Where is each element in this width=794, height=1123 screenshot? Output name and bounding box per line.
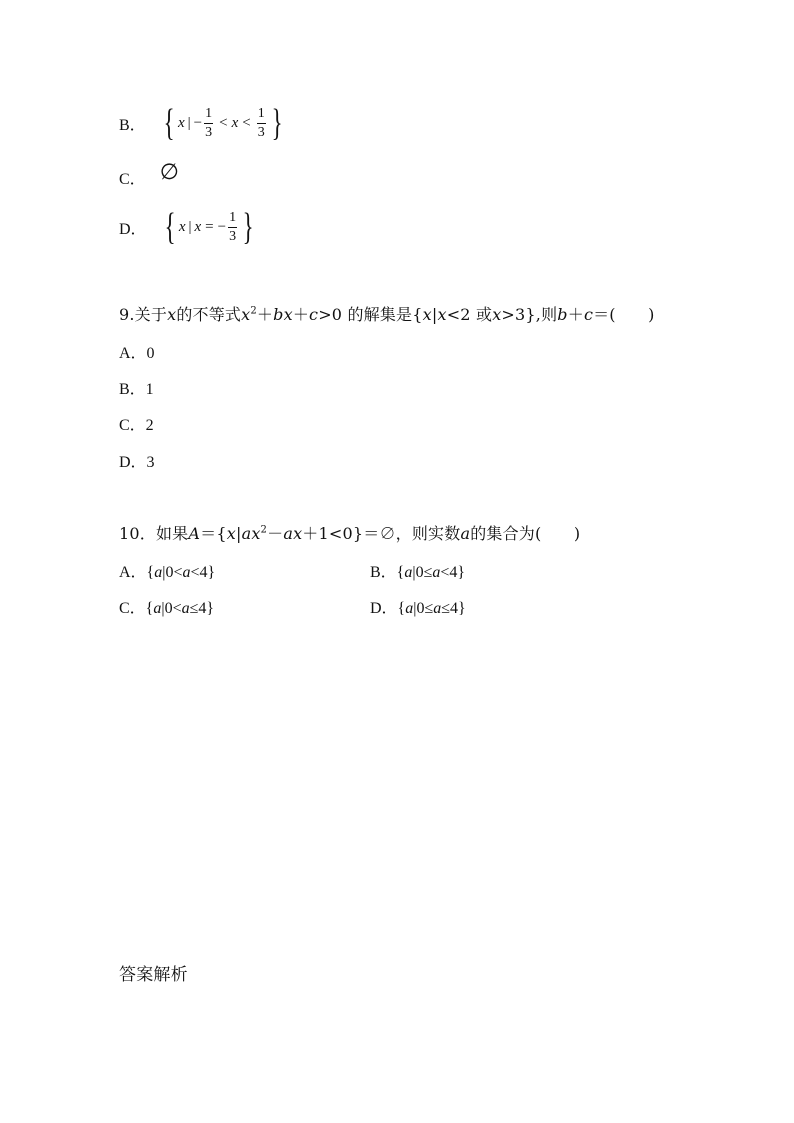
math-var: c <box>309 305 319 324</box>
right-brace: } <box>242 206 254 248</box>
q9-option-a: A．0 <box>119 345 155 362</box>
left-brace: { <box>163 102 175 144</box>
math-var: a <box>153 600 162 617</box>
math-var: x <box>492 305 502 324</box>
math-var: a <box>405 600 414 617</box>
text: A．{ <box>119 564 155 581</box>
math-eq: = <box>205 218 214 235</box>
q9-option-b: B．1 <box>119 381 154 398</box>
fraction-numerator: 1 <box>229 209 237 225</box>
text: >0 的解集是{ <box>318 305 423 324</box>
text: 关于 <box>134 305 168 324</box>
empty-set-icon: ∅ <box>159 159 179 185</box>
math-lt: < <box>242 114 251 131</box>
fraction-denominator: 3 <box>257 124 265 140</box>
text: ＋1<0}＝∅，则实数 <box>302 524 461 543</box>
question-9-text <box>119 302 655 325</box>
text: >3},则 <box>501 305 558 324</box>
q10-option-a <box>119 559 215 582</box>
fraction-numerator: 1 <box>205 105 213 121</box>
text: ＝{ <box>200 524 227 543</box>
text: B．{ <box>370 564 405 581</box>
math-var: a <box>241 524 252 543</box>
text: ＋ <box>567 305 584 324</box>
math-var: a <box>404 564 413 581</box>
math-var: a <box>182 564 191 581</box>
exponent: 2 <box>260 524 268 536</box>
math-var: b <box>273 305 284 324</box>
math-var: x <box>178 218 186 235</box>
text: |0< <box>161 600 182 617</box>
text: ≤4} <box>441 600 466 617</box>
text: | <box>235 524 242 543</box>
exponent: 2 <box>250 305 257 317</box>
fraction <box>228 211 237 244</box>
math-lt: < <box>219 114 228 131</box>
text: C．{ <box>119 600 154 617</box>
fraction <box>257 107 266 140</box>
math-var: a <box>154 564 163 581</box>
q10-option-c <box>119 595 214 618</box>
left-brace: { <box>164 206 176 248</box>
math-var: x <box>437 305 447 324</box>
text: |0≤ <box>412 564 433 581</box>
q10-option-d <box>370 595 466 618</box>
math-var: b <box>557 305 568 324</box>
text: | <box>431 305 438 324</box>
question-number: 9. <box>119 305 135 324</box>
text: |0< <box>162 564 183 581</box>
q10-option-b <box>370 559 465 582</box>
math-var: x <box>226 524 236 543</box>
math-var: a <box>432 564 441 581</box>
q8-option-b <box>119 100 286 146</box>
math-var: x <box>167 305 177 324</box>
math-var: A <box>188 524 201 543</box>
math-var: a <box>181 600 190 617</box>
fraction-numerator: 1 <box>257 105 265 121</box>
fraction-denominator: 3 <box>229 228 237 244</box>
text: 的不等式 <box>176 305 242 324</box>
text: D．{ <box>370 600 406 617</box>
math-var: x <box>241 305 251 324</box>
text: <2 或 <box>446 305 493 324</box>
math-var: c <box>583 305 594 324</box>
fraction-bar <box>204 123 213 124</box>
math-bar: | <box>188 218 192 235</box>
answer-heading: 答案解析 <box>119 965 188 985</box>
text: <4} <box>190 564 216 581</box>
math-minus: − <box>217 218 227 235</box>
math-var: a <box>283 524 294 543</box>
text: ≤4} <box>189 600 215 617</box>
text: ＋ <box>256 305 274 324</box>
q8-option-c <box>119 159 179 190</box>
fraction <box>204 107 213 140</box>
math-bar: | <box>187 114 191 131</box>
fraction-bar <box>257 123 266 124</box>
option-label: D． <box>119 220 147 238</box>
question-10-text <box>119 521 580 544</box>
q9-option-c: C．2 <box>119 417 154 434</box>
math-minus: − <box>193 114 203 131</box>
set-expression <box>161 208 258 246</box>
option-label: C． <box>119 170 146 188</box>
text: |0≤ <box>413 600 434 617</box>
question-number: 10．如果 <box>119 524 189 543</box>
text: ＋ <box>292 305 310 324</box>
math-var: x <box>422 305 432 324</box>
math-var: x <box>251 524 261 543</box>
set-expression <box>160 104 286 142</box>
fraction-denominator: 3 <box>205 124 213 140</box>
text: <4} <box>440 564 466 581</box>
math-var: x <box>293 524 303 543</box>
text: 的集合为( ) <box>470 524 581 543</box>
math-var: x <box>283 305 293 324</box>
q8-option-d <box>119 204 257 250</box>
text: ＝( ) <box>593 305 655 324</box>
right-brace: } <box>271 102 283 144</box>
option-label: B． <box>119 116 146 134</box>
math-var: a <box>460 524 471 543</box>
math-var: x <box>231 114 239 131</box>
math-var: a <box>433 600 442 617</box>
math-var: x <box>177 114 185 131</box>
math-var: x <box>194 218 202 235</box>
q9-option-d: D．3 <box>119 454 155 471</box>
text: － <box>267 524 284 543</box>
fraction-bar <box>228 227 237 228</box>
